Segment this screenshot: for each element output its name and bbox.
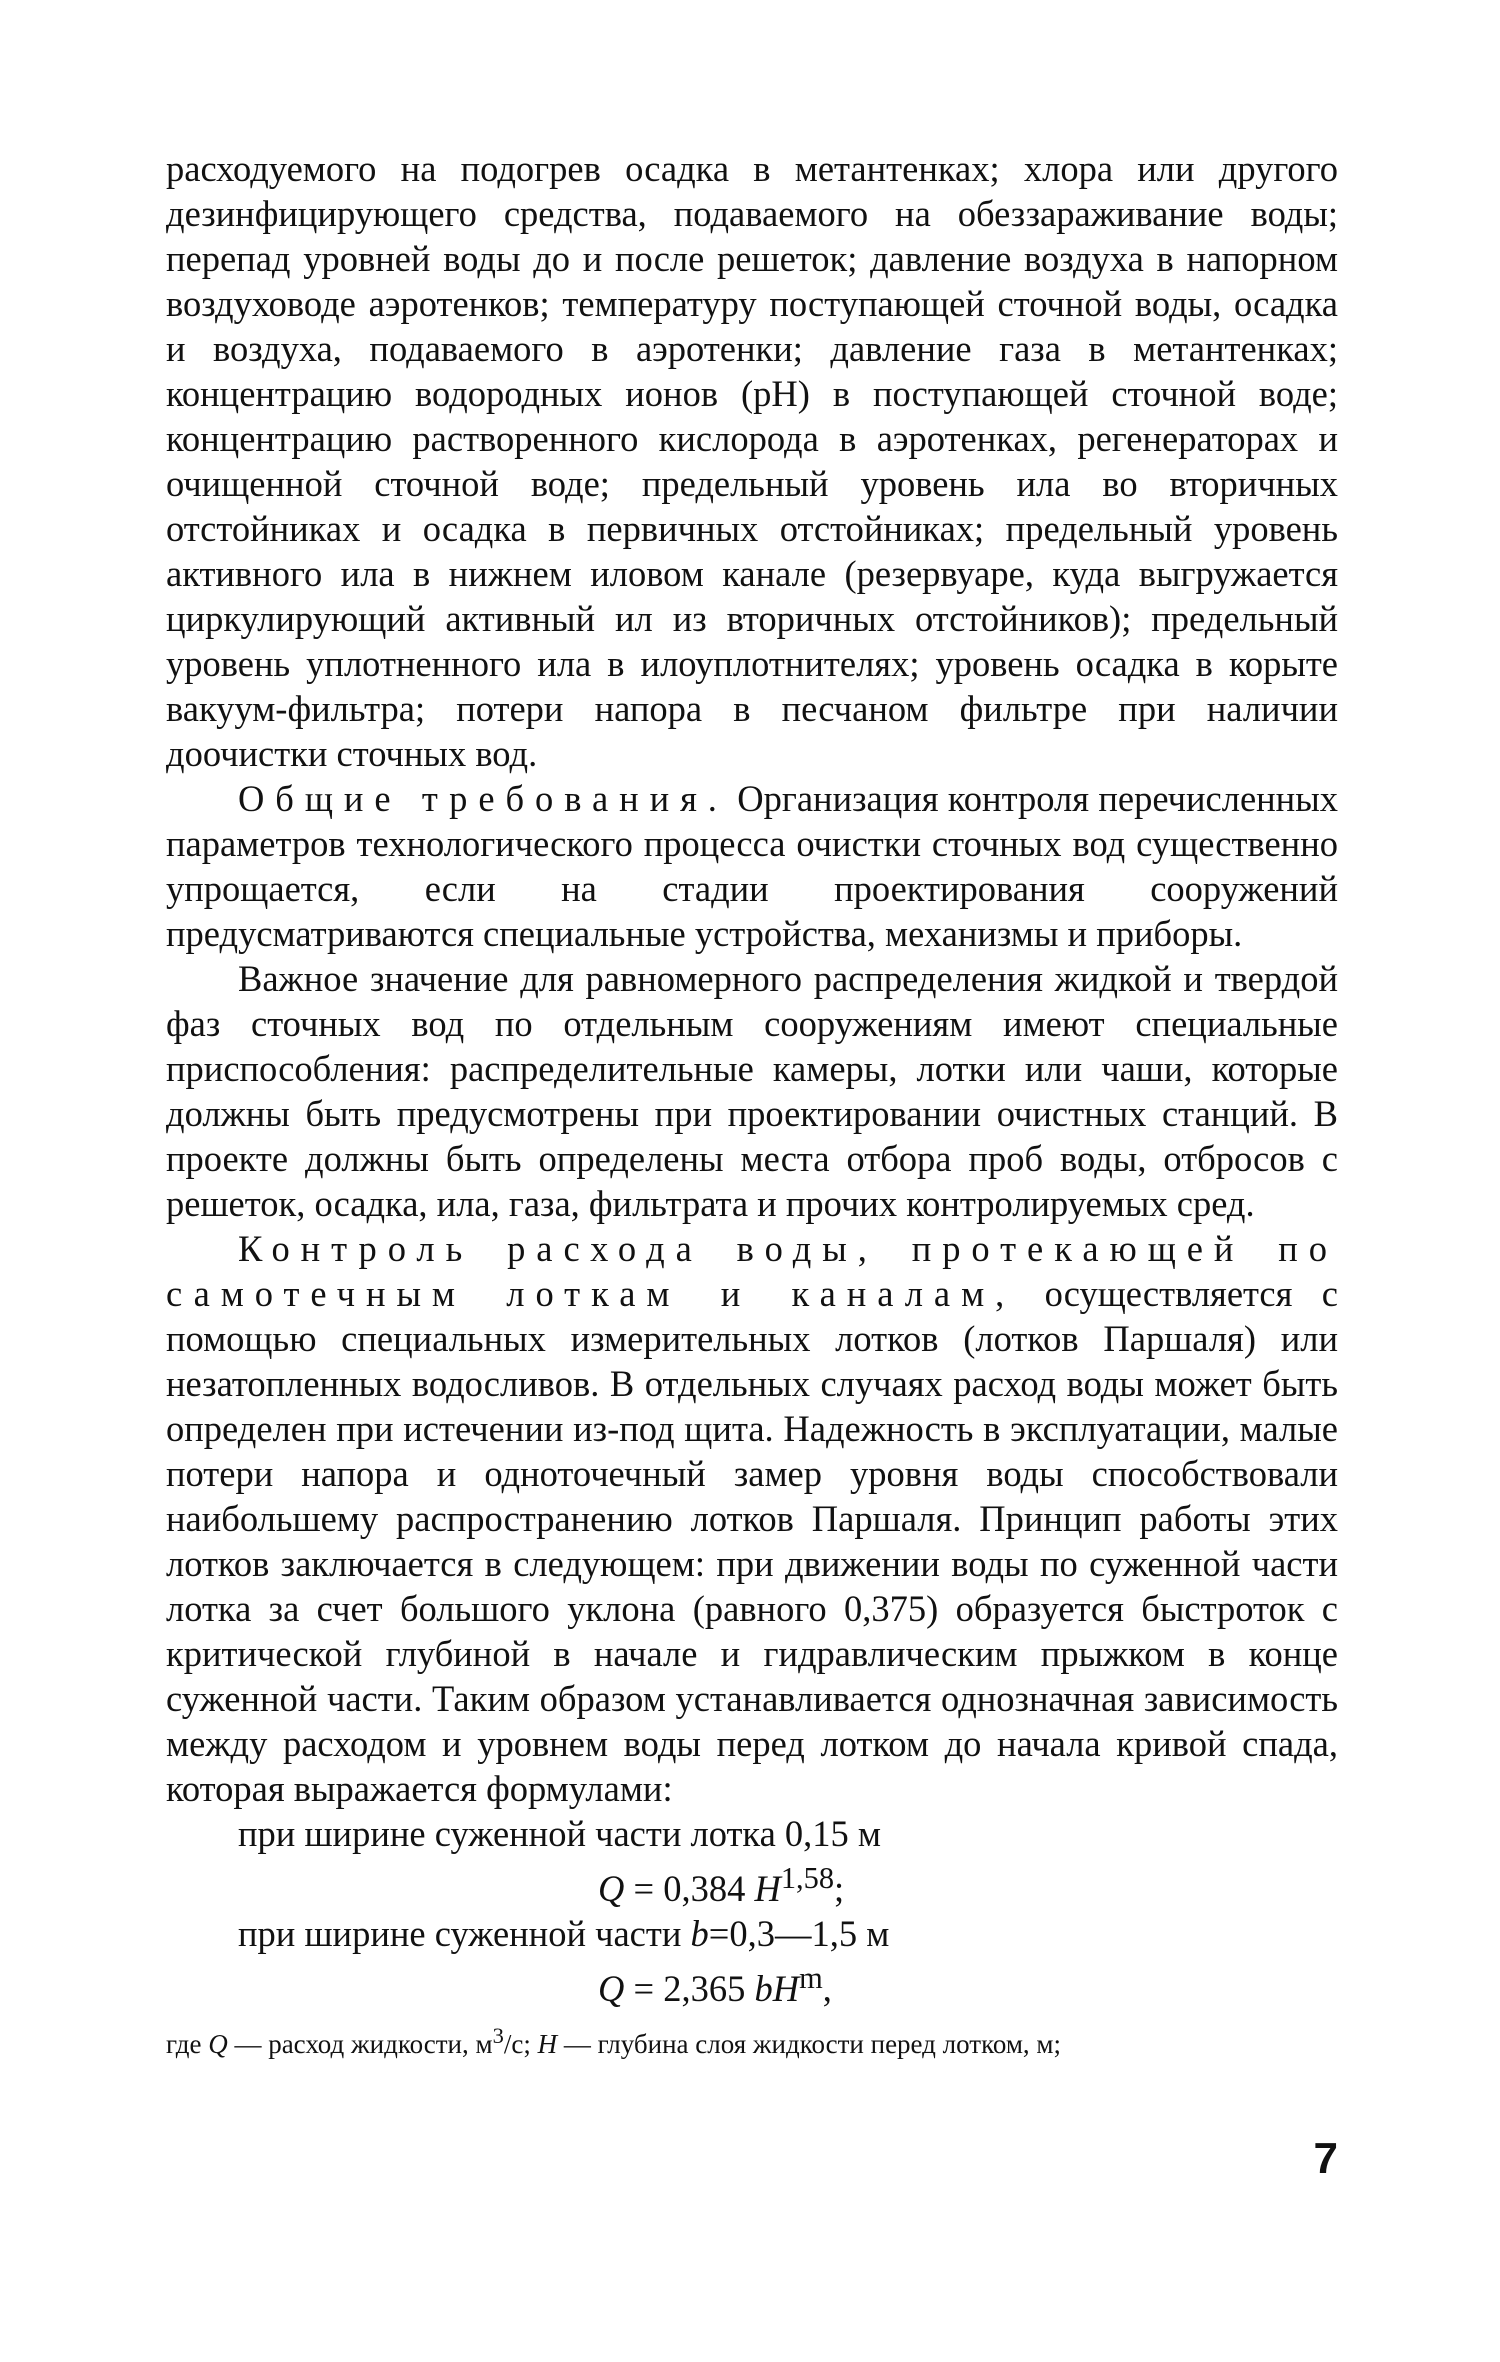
formula-lead-2-range: =0,3—1,5 м [708, 1913, 890, 1955]
paragraph-1: расходуемого на подогрев осадка в метантенках; хлора или другого дезинфицирующего средства, подаваемого на обеззараживание воды; перепад уровней воды до и после решеток; давление воздуха в напорном воздуховоде аэротенков; температуру поступающей сточной воды, осадка и воздуха, подаваемого в аэротенки; давление газа в метантенках; концентрацию водородных ионов (pH) в поступающей сточной воде; концентрацию растворенного кислорода в аэротенках, регенераторах и очищенной сточной воде; предельный уровень ила во вторичных отстойниках и осадка в первичных отстойниках; предельный уровень активного ила в нижнем иловом канале (резервуаре, куда выгружается циркулирующий активный ил из вторичных отстойников); предельный уровень уплотненного ила в илоуплотнителях; уровень осадка в корыте вакуум-фильтра; потери напора в песчаном фильтре при наличии доочистки сточных вод. [166, 148, 1338, 774]
footnote [166, 2019, 1338, 2061]
footnote-h-symbol: H [537, 2029, 558, 2060]
document-page [166, 146, 1338, 2061]
formula-2 [166, 1956, 1338, 2011]
page-number: 7 [1313, 2134, 1338, 2183]
paragraph-4 [166, 1226, 1338, 1811]
formula-1-exponent: 1,58 [780, 1861, 835, 1895]
paragraph-2-body: Организация контроля перечисленных параметров технологического процесса очистки сточных вод существенно упрощается, если на стадии проектирования сооружений предусматриваются специальные устройства, механизмы и приборы. [166, 778, 1338, 954]
paragraph-4-body: осуществляется с помощью специальных измерительных лотков (лотков Паршаля) или незатопленных водосливов. В отдельных случаях расход воды может быть определен при истечении из-под щита. Надежность в эксплуатации, малые потери напора и одноточечный замер уровня воды способствовали наибольшему распространению лотков Паршаля. Принцип работы этих лотков заключается в следующем: при движении воды по суженной части лотка за счет большого уклона (равного 0,375) образуется быстроток с критической глубиной в начале и гидравлическим прыжком в конце суженной части. Таким образом устанавливается однозначная зависимость между расходом и уровнем воды перед лотком до начала кривой спада, которая выражается формулами: [166, 1273, 1338, 1809]
formula-2-variable: bH [754, 1968, 800, 2010]
formula-2-exponent: m [799, 1961, 823, 1996]
footnote-text-3: — глубина слоя жидкости перед лотком, м; [557, 2029, 1061, 2060]
formula-1-lhs: Q [598, 1868, 625, 1910]
footnote-superscript: 3 [492, 2023, 504, 2049]
formula-lead-1: при ширине суженной части лотка 0,15 м [238, 1813, 882, 1854]
paragraph-2 [166, 776, 1338, 956]
formula-lead-2-variable: b [690, 1913, 709, 1955]
formula-1-variable: H [754, 1868, 781, 1910]
paragraph-3: Важное значение для равномерного распределения жидкой и твердой фаз сточных вод по отдельным сооружениям имеют специальные приспособления: распределительные камеры, лотки или чаши, которые должны быть предусмотрены при проектировании очистных станций. В проекте должны быть определены места отбора проб воды, отбросов с решеток, осадка, ила, газа, фильтрата и прочих контролируемых сред. [166, 958, 1338, 1224]
formula-2-lhs: Q [598, 1968, 625, 2010]
footnote-text-2: /с; [503, 2029, 538, 2060]
formula-1 [166, 1856, 1338, 1911]
section-heading-flow-control: Контроль расхода воды, протекающей по самотечным лоткам и каналам, [166, 1228, 1338, 1314]
formula-1-coefficient: = 0,384 [624, 1868, 755, 1910]
formula-1-end: ; [834, 1868, 845, 1910]
formula-lead-2 [166, 1911, 1338, 1956]
section-heading-general-requirements: Общие требования. [238, 778, 728, 819]
formula-2-coefficient: = 2,365 [624, 1968, 755, 2010]
footnote-q-symbol: Q [208, 2029, 228, 2060]
footnote-pre: где [166, 2029, 209, 2060]
footnote-text-1: — расход жидкости, м [227, 2029, 493, 2060]
formula-lead-2-text: при ширине суженной части [238, 1913, 691, 1955]
formula-2-end: , [822, 1968, 832, 2010]
